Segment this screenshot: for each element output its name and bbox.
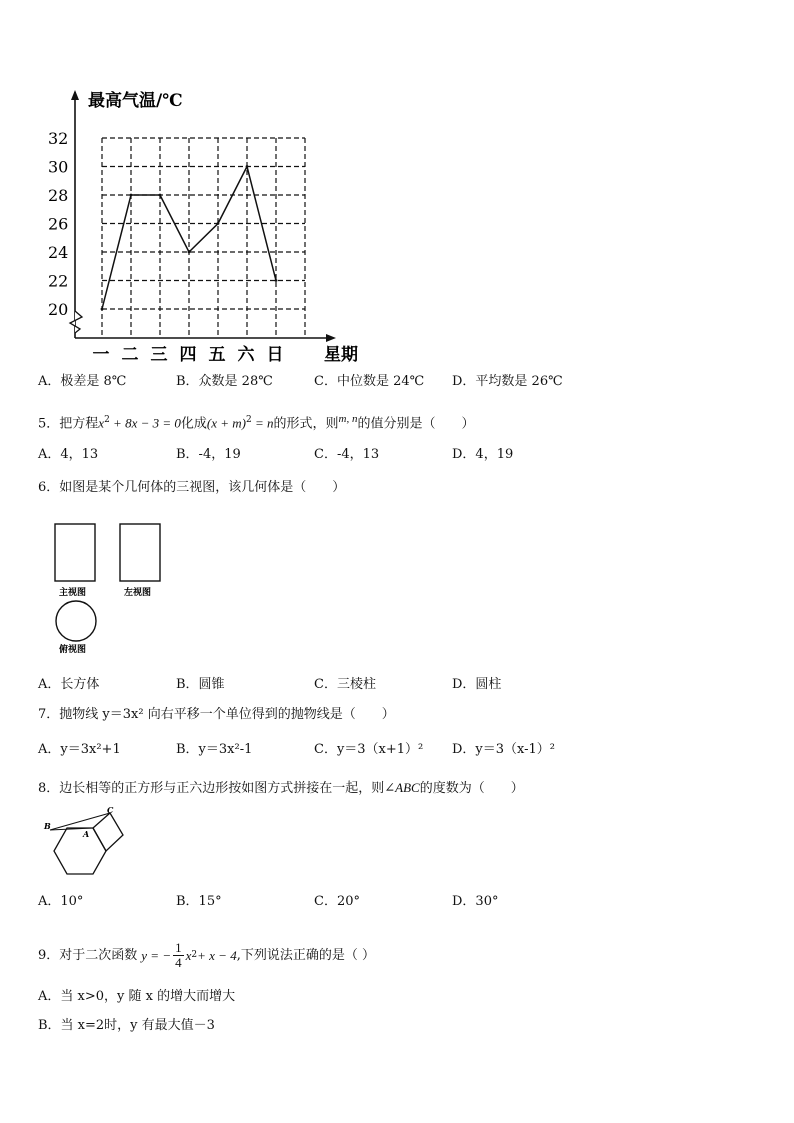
q5-vars: m, n [338,413,358,425]
q7-option-d[interactable]: D．y＝3（x-1）² [452,742,556,757]
q6-option-a[interactable]: A．长方体 [38,677,100,692]
x-category-label-4: 四 [179,345,197,365]
square-shape [93,813,123,851]
top-view-label: 俯视图 [59,645,87,655]
q8-option-a[interactable]: A．10° [38,894,84,909]
q9-frac-denominator: 4 [175,955,182,970]
q7-stem: 7．抛物线 y＝3x² 向右平移一个单位得到的抛物线是（ ） [38,707,395,722]
q9-func-sup: 2 [191,950,198,960]
q6-option-b[interactable]: B．圆锥 [176,677,225,692]
point-label-b: B [44,821,51,831]
axis-break-zigzag [70,311,82,333]
q8-option-b[interactable]: B．15° [176,894,222,909]
q8-stem-a: 8．边长相等的正方形与正六边形按如图方式拼接在一起，则 [38,781,385,796]
square-hexagon-figure [36,806,136,888]
point-label-a: A [83,829,90,839]
q5-option-a[interactable]: A．4，13 [38,447,99,462]
q5-eq2-rest: = n [251,415,274,431]
q5-eq1-x: x [98,415,105,431]
q4-option-d[interactable]: D．平均数是 26℃ [452,374,563,389]
y-tick-label-20: 20 [48,300,69,319]
temperature-line-chart [40,80,380,370]
front-view-label: 主视图 [59,588,87,598]
q8-option-c[interactable]: C．20° [314,894,360,909]
q8-angle: ∠ABC [384,780,420,795]
q9-func-x: x [185,947,192,963]
q9-frac-numerator: 1 [175,940,182,955]
regular-hexagon [54,828,106,874]
q5-stem [38,411,475,432]
q9-func-tail: + x − 4 [197,947,237,963]
top-view-circle [56,601,96,641]
q9-func-lhs: y = − [141,947,172,963]
y-tick-label-30: 30 [48,157,69,177]
q5-option-c[interactable]: C．-4，13 [314,447,380,462]
q4-option-b[interactable]: B．众数是 28℃ [176,374,273,389]
x-category-label-5: 五 [208,345,226,365]
q9-prefix: 9．对于二次函数 [38,947,138,963]
q6-option-c[interactable]: C．三棱柱 [314,677,376,692]
x-category-label-2: 二 [121,345,139,365]
q6-stem: 6．如图是某个几何体的三视图，该几何体是（ ） [38,480,346,495]
x-category-label-7: 日 [266,345,284,365]
q5-mid: 化成 [180,416,207,432]
q5-suffix: 的值分别是（ ） [357,416,475,432]
point-label-c: C [107,806,114,815]
x-category-label-1: 一 [92,345,110,365]
q5-eq1-rest: + 8x − 3 = 0 [109,415,181,431]
y-tick-label-32: 32 [48,129,69,148]
q9-fraction [173,941,184,970]
q4-option-a[interactable]: A．极差是 8℃ [38,374,127,389]
q6-option-d[interactable]: D．圆柱 [452,677,502,692]
y-tick-label-28: 28 [48,186,69,205]
y-axis-arrow [71,90,79,100]
y-tick-label-24: 24 [48,243,69,262]
x-axis-arrow [326,334,336,342]
q5-option-d[interactable]: D．4，19 [452,447,514,462]
q5-eq2: (x + m) [206,415,246,431]
y-tick-label-22: 22 [48,271,69,291]
three-view-figure [40,518,180,660]
chart-x-axis-label: 星期 [324,345,358,365]
q8-stem [38,780,524,797]
q4-option-c[interactable]: C．中位数是 24℃ [314,374,425,389]
q9-option-b[interactable]: B．当 x=2时，y 有最大值－3 [38,1018,215,1033]
q9-suffix: ,下列说法正确的是（ ） [236,947,375,963]
q5-mid2: 的形式，则 [273,416,339,432]
chart-y-axis-label: 最高气温/℃ [88,91,183,111]
q9-option-a[interactable]: A．当 x>0，y 随 x 的增大而增大 [38,989,236,1004]
left-view-rectangle [120,524,160,581]
q8-stem-b: 的度数为（ ） [419,781,524,796]
q5-prefix: 5．把方程 [38,416,99,432]
q7-option-b[interactable]: B．y＝3x²-1 [176,742,253,757]
y-tick-label-26: 26 [48,214,69,234]
x-category-label-6: 六 [237,345,255,365]
q5-eq1-sup: 2 [104,415,110,425]
q5-eq2-sup: 2 [246,415,252,425]
x-category-label-3: 三 [150,345,168,365]
q9-stem [38,941,375,970]
front-view-rectangle [55,524,95,581]
q8-option-d[interactable]: D．30° [452,894,499,909]
q7-option-c[interactable]: C．y＝3（x+1）² [314,742,424,757]
q5-option-b[interactable]: B．-4，19 [176,447,241,462]
left-view-label: 左视图 [124,588,152,598]
q7-option-a[interactable]: A．y＝3x²+1 [38,742,121,757]
